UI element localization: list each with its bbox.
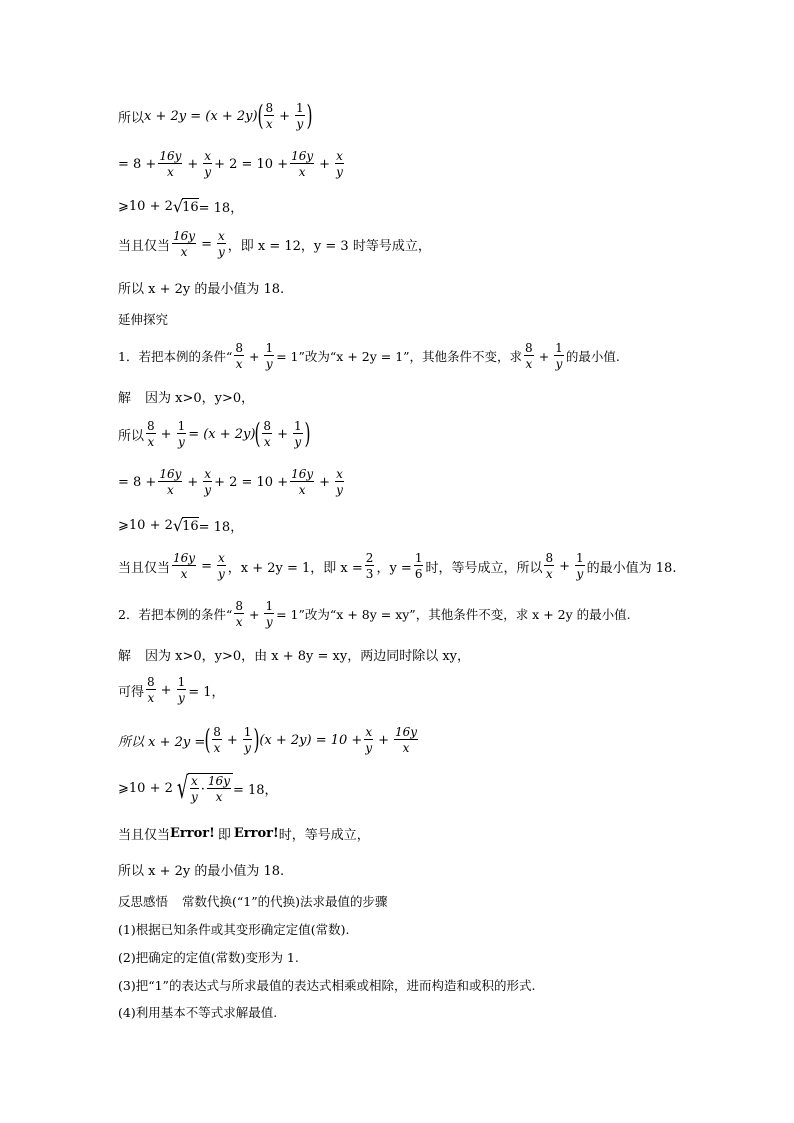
- denominator: x: [545, 567, 553, 581]
- numerator: 8: [525, 341, 533, 355]
- fraction: [264, 600, 274, 628]
- numerator: 1: [265, 341, 274, 355]
- fraction: [207, 775, 231, 803]
- reflect-step-2: [118, 946, 754, 968]
- denominator: x: [235, 357, 243, 371]
- paren-right: ): [304, 417, 311, 450]
- op: +: [319, 474, 331, 490]
- op: +: [160, 682, 172, 698]
- denominator: y: [204, 483, 212, 497]
- op: +: [187, 474, 199, 490]
- numerator: 1: [177, 675, 186, 689]
- fraction: [146, 676, 156, 704]
- denominator: x: [147, 691, 155, 705]
- fraction: [414, 552, 424, 580]
- denominator: y: [244, 741, 251, 755]
- numerator: 16y: [159, 467, 182, 481]
- text: 所以 x + 2y 的最小值为 18.: [118, 281, 285, 297]
- numerator: 16y: [291, 149, 314, 163]
- denominator: 6: [414, 567, 423, 581]
- text: = 8 +: [118, 156, 157, 172]
- paren-left: (: [204, 723, 211, 756]
- fraction: [335, 150, 344, 178]
- fraction: [262, 420, 272, 448]
- denominator: x: [235, 615, 243, 629]
- numerator: 8: [147, 419, 155, 433]
- op: +: [160, 426, 172, 442]
- numerator: 1: [293, 419, 302, 433]
- numerator: 1: [555, 341, 563, 355]
- denominator: x: [263, 435, 271, 449]
- numerator: x: [191, 774, 198, 788]
- denominator: y: [336, 165, 343, 179]
- q1-solution-2: [118, 414, 754, 454]
- paren-left: (: [256, 99, 264, 132]
- numerator: x: [217, 551, 225, 565]
- text: (4)利用基本不等式求解最值.: [118, 1005, 278, 1020]
- denominator: y: [177, 435, 185, 449]
- fraction: [524, 342, 534, 370]
- numerator: 16y: [173, 229, 196, 243]
- op: =: [201, 558, 212, 574]
- q2-solution-3: [118, 720, 754, 760]
- op: +: [248, 606, 260, 622]
- q1-solution-1: [118, 385, 754, 407]
- numerator: x: [336, 467, 343, 481]
- text: 时，等号成立，: [278, 827, 370, 843]
- paren-left: (: [254, 417, 261, 450]
- denominator: x: [298, 165, 306, 179]
- text: = 1”改为“x + 8y = xy”，其他条件不变，求 x + 2y 的最小值.: [276, 607, 631, 622]
- fraction: [177, 420, 187, 448]
- eq-line-4: [118, 224, 754, 264]
- fraction: [243, 726, 253, 754]
- denominator: x: [180, 245, 188, 259]
- reflect-step-4: [118, 1001, 754, 1023]
- text: 所以: [118, 428, 145, 444]
- op: +: [226, 732, 238, 748]
- denominator: y: [204, 165, 212, 179]
- numerator: x: [204, 149, 212, 163]
- numerator: x: [204, 467, 212, 481]
- radical-icon: √: [176, 770, 189, 806]
- text: 所以: [118, 110, 145, 126]
- text: 2．若把本例的条件“: [118, 607, 233, 622]
- fraction: [293, 420, 303, 448]
- fraction: [217, 552, 226, 580]
- denominator: y: [336, 483, 343, 497]
- numerator: 8: [545, 551, 554, 565]
- radicand: [188, 773, 233, 803]
- section-title: [118, 308, 754, 330]
- denominator: x: [180, 567, 188, 581]
- reflect-title-text: 反思感悟: [118, 894, 169, 909]
- denominator: x: [298, 483, 306, 497]
- denominator: y: [265, 357, 273, 371]
- numerator: 8: [235, 341, 243, 355]
- text: ，即 x = 12，y = 3 时等号成立，: [227, 238, 431, 254]
- text: (2)把确定的定值(常数)变形为 1.: [118, 950, 299, 965]
- numerator: 1: [265, 599, 274, 613]
- denominator: 3: [365, 567, 374, 581]
- denominator: x: [147, 435, 155, 449]
- sqrt: [173, 197, 199, 216]
- text: (1)根据已知条件或其变形确定定值(常数).: [118, 922, 350, 937]
- fraction: [234, 600, 244, 628]
- numerator: x: [365, 725, 373, 739]
- paren-right: ): [306, 99, 313, 132]
- fraction: [290, 150, 314, 178]
- reflect-title: [118, 890, 754, 912]
- text: 所以 x + 2y 的最小值为 18.: [118, 863, 285, 879]
- fraction: [544, 552, 554, 580]
- text: 因为 x>0，y>0，: [145, 390, 255, 406]
- numerator: 8: [263, 419, 272, 433]
- denominator: x: [215, 790, 223, 804]
- fraction: [158, 468, 182, 496]
- numerator: x: [336, 149, 343, 163]
- op: +: [538, 348, 550, 364]
- text: = 1”改为“x + 2y = 1”，其他条件不变，求: [276, 349, 523, 364]
- fraction: [172, 552, 196, 580]
- text: 时，等号成立，所以: [425, 560, 543, 576]
- numerator: 16y: [207, 774, 230, 788]
- fraction: [575, 552, 585, 580]
- section-title-text: 延伸探究: [118, 312, 169, 327]
- op: ·: [200, 781, 205, 797]
- numerator: 16y: [173, 551, 196, 565]
- text: = 8 +: [118, 474, 157, 490]
- denominator: y: [217, 245, 225, 259]
- expr: = (x + 2y): [188, 426, 256, 442]
- numerator: 1: [243, 725, 252, 739]
- text: 即: [217, 827, 231, 843]
- numerator: 8: [213, 725, 221, 739]
- q1-solution-4: [118, 514, 754, 536]
- q2-solution-6: [118, 858, 754, 880]
- expr: 所以 x + 2y =: [118, 734, 206, 750]
- radicand: 16: [182, 199, 199, 215]
- denominator: y: [177, 691, 185, 705]
- paren-right: ): [253, 723, 260, 756]
- fraction: [264, 102, 274, 130]
- op: =: [201, 236, 212, 252]
- op: +: [378, 732, 389, 748]
- fraction: [554, 342, 564, 370]
- q2-solution-2: [118, 670, 754, 710]
- numerator: 16y: [395, 725, 418, 739]
- q1-statement: [118, 336, 754, 376]
- q1-solution-5: [118, 546, 754, 586]
- error-text: Error!: [233, 825, 279, 841]
- numerator: 1: [576, 551, 584, 565]
- text: 1．若把本例的条件“: [118, 349, 233, 364]
- numerator: 16y: [159, 149, 182, 163]
- text: 的最小值为 18.: [586, 560, 677, 576]
- numerator: 8: [235, 599, 243, 613]
- text: + 2 = 10 +: [214, 474, 289, 490]
- text: ⩾10 + 2: [118, 517, 173, 533]
- op: +: [559, 558, 571, 574]
- text: = 1，: [188, 684, 225, 700]
- fraction: [234, 342, 244, 370]
- text: = 18，: [198, 519, 244, 535]
- op: +: [248, 348, 260, 364]
- op: +: [187, 156, 199, 172]
- eq-line-5: [118, 276, 754, 298]
- expr: x + 2y = (x + 2y): [144, 108, 258, 124]
- fraction: [203, 468, 212, 496]
- numerator: 1: [296, 101, 304, 115]
- reflect-subtitle: 常数代换(“1”的代换)法求最值的步骤: [182, 894, 388, 909]
- q2-solution-5: [118, 822, 754, 844]
- error-text: Error!: [170, 825, 215, 841]
- text: 可得: [118, 684, 145, 700]
- op: +: [279, 108, 291, 124]
- fraction: [264, 342, 274, 370]
- numerator: 1: [414, 551, 423, 565]
- fraction: [146, 420, 156, 448]
- fraction: [203, 150, 212, 178]
- expr: (x + 2y) = 10 +: [259, 732, 363, 748]
- denominator: y: [294, 435, 302, 449]
- text: 的最小值.: [565, 349, 620, 364]
- denominator: y: [365, 741, 373, 755]
- solution-label: 解: [118, 390, 132, 406]
- q2-statement: [118, 594, 754, 634]
- fraction: [177, 676, 187, 704]
- numerator: 1: [177, 419, 186, 433]
- solution-label: 解: [118, 648, 132, 664]
- denominator: x: [525, 357, 533, 371]
- text: 当且仅当: [118, 827, 171, 843]
- text: ⩾10 + 2: [118, 780, 173, 796]
- fraction: [290, 468, 314, 496]
- op: +: [319, 156, 331, 172]
- reflect-step-3: [118, 974, 754, 996]
- sqrt: [173, 771, 233, 806]
- denominator: y: [191, 790, 198, 804]
- denominator: x: [265, 117, 273, 131]
- text: + 2 = 10 +: [214, 156, 289, 172]
- denominator: y: [265, 615, 273, 629]
- fraction: [364, 726, 373, 754]
- numerator: 2: [365, 551, 374, 565]
- denominator: y: [217, 567, 225, 581]
- denominator: y: [576, 567, 584, 581]
- text: (3)把“1”的表达式与所求最值的表达式相乘或相除，进而构造和或积的形式.: [118, 978, 536, 993]
- text: 当且仅当: [118, 560, 171, 576]
- text: = 18，: [198, 200, 244, 216]
- numerator: 8: [147, 675, 155, 689]
- text: 因为 x>0，y>0，由 x + 8y = xy，两边同时除以 xy，: [145, 648, 471, 664]
- fraction: [212, 726, 222, 754]
- fraction: [190, 775, 199, 803]
- fraction: [158, 150, 182, 178]
- text: ，x + 2y = 1，即 x =: [227, 560, 363, 576]
- eq-line-1: [118, 96, 754, 136]
- denominator: x: [166, 165, 174, 179]
- denominator: x: [213, 741, 221, 755]
- radical-icon: √: [172, 515, 184, 535]
- numerator: x: [217, 229, 225, 243]
- op: +: [277, 426, 288, 442]
- numerator: 8: [265, 101, 274, 115]
- fraction: [217, 230, 226, 258]
- fraction: [335, 468, 344, 496]
- reflect-step-1: [118, 918, 754, 940]
- text: 当且仅当: [118, 238, 171, 254]
- denominator: x: [402, 741, 410, 755]
- fraction: [365, 552, 375, 580]
- denominator: x: [166, 483, 174, 497]
- eq-line-2: [118, 144, 754, 184]
- text: ⩾10 + 2: [118, 198, 173, 214]
- fraction: [172, 230, 196, 258]
- q2-solution-4: [118, 768, 754, 808]
- radical-icon: √: [172, 196, 184, 216]
- text: ，y =: [376, 560, 412, 576]
- eq-line-3: [118, 195, 754, 217]
- radicand: 16: [182, 518, 199, 534]
- q1-solution-3: [118, 462, 754, 502]
- fraction: [295, 102, 305, 130]
- numerator: 16y: [291, 467, 314, 481]
- sqrt: [173, 516, 199, 535]
- fraction: [394, 726, 418, 754]
- text: = 18，: [232, 782, 278, 798]
- denominator: y: [296, 117, 304, 131]
- q2-solution-1: [118, 643, 754, 665]
- denominator: y: [555, 357, 563, 371]
